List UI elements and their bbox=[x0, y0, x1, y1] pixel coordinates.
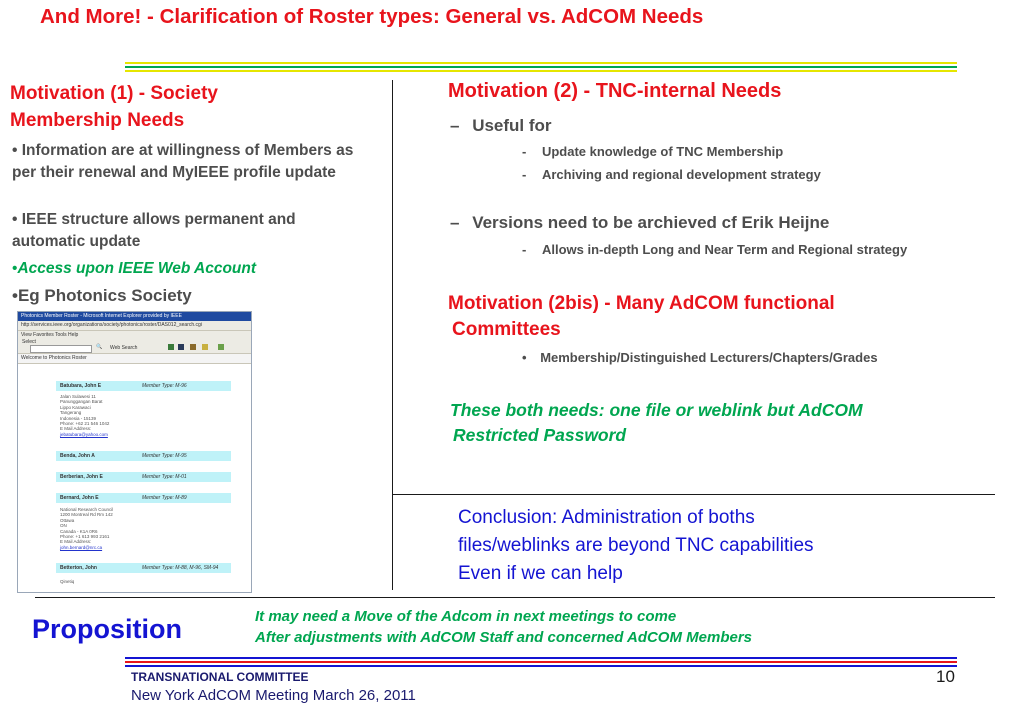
dash-item-useful: – Useful for bbox=[450, 116, 552, 135]
record-name: Betterton, John bbox=[60, 565, 97, 571]
left-bullet-4: •Eg Photonics Society bbox=[12, 286, 192, 305]
sub-item: - Archiving and regional development strategy bbox=[522, 167, 821, 182]
record-type: Member Type: M-88, M-96, SM-94 bbox=[142, 565, 219, 571]
web-account-text: Access upon IEEE Web Account bbox=[17, 260, 257, 277]
green-statement: These both needs: one file or weblink but AdCOM Restricted Password bbox=[450, 400, 863, 445]
record-type: Member Type: M-95 bbox=[142, 453, 187, 459]
sub-item: - Allows in-depth Long and Near Term and Regional strategy bbox=[522, 242, 908, 257]
toolbar-icon bbox=[218, 344, 224, 350]
proposition-label: Proposition bbox=[32, 614, 182, 644]
record-name: Benda, John A bbox=[60, 453, 95, 459]
record-type: Member Type: M-01 bbox=[142, 474, 187, 480]
record-name: Bernard, John E bbox=[60, 495, 99, 501]
search-icon: 🔍 bbox=[96, 344, 103, 350]
roster-record-header bbox=[56, 381, 231, 391]
record-type: Member Type: M-96 bbox=[142, 383, 187, 389]
left-heading: Motivation (1) - Society Membership Needs bbox=[10, 83, 218, 131]
record-name: Berberian, John E bbox=[60, 474, 103, 480]
browser-tab: Welcome to Photonics Roster bbox=[18, 354, 251, 364]
roster-record-header bbox=[56, 472, 231, 482]
footer-org: TRANSNATIONAL COMMITTEE bbox=[131, 670, 309, 684]
browser-toolbar bbox=[18, 339, 251, 354]
select-label: Select bbox=[22, 339, 36, 345]
conclusion-divider bbox=[392, 494, 995, 495]
column-divider bbox=[392, 80, 393, 590]
browser-title: Photonics Member Roster - Microsoft Internet Explorer provided by IEEE bbox=[18, 312, 251, 321]
left-bullet-1: • Information are at willingness of Members as per their renewal and MyIEEE profile update bbox=[12, 142, 354, 181]
record-type: Member Type: M-89 bbox=[142, 495, 187, 501]
browser-menu: View Favorites Tools Help bbox=[18, 331, 251, 339]
toolbar-icon bbox=[168, 344, 174, 350]
left-bullet-2: • IEEE structure allows permanent and automatic update bbox=[12, 211, 296, 250]
bullet-dot: • bbox=[12, 260, 18, 277]
toolbar-icon bbox=[178, 344, 184, 350]
roster-record-details: Qinetiq bbox=[60, 579, 75, 584]
web-search-button: Web Search bbox=[110, 345, 138, 351]
left-bullet-3 bbox=[12, 258, 256, 280]
record-name: Batubara, John E bbox=[60, 383, 102, 389]
page-number: 10 bbox=[936, 667, 955, 686]
browser-address: http://services.ieee.org/organizations/society/photonics/roster/DAS012_search.cgi bbox=[18, 321, 251, 331]
footer-meeting: New York AdCOM Meeting March 26, 2011 bbox=[131, 687, 416, 704]
conclusion-text: Conclusion: Administration of boths files/weblinks are beyond TNC capabilities Even if we can help bbox=[458, 507, 814, 584]
browser-search-box bbox=[30, 345, 92, 353]
proposition-divider bbox=[35, 597, 995, 598]
toolbar-icon bbox=[190, 344, 196, 350]
right-heading-2: Motivation (2bis) - Many AdCOM functional Committees bbox=[448, 293, 835, 340]
roster-record-header bbox=[56, 563, 231, 573]
record-email-link[interactable]: john.bernard@nrc.ca bbox=[60, 544, 103, 550]
roster-record-details: Jalan Sulawesi 11 Panunggangan Barat Lippo Karawaci Tangerang Indonesia - 15139 Phone: +62 21 546 1042 E Mail Address: jebatubara@yahoo.com bbox=[60, 394, 110, 437]
record-email-link[interactable]: jebatubara@yahoo.com bbox=[60, 431, 108, 437]
right-heading-1: Motivation (2) - TNC-internal Needs bbox=[448, 80, 782, 102]
slide-title: And More! - Clarification of Roster types: General vs. AdCOM Needs bbox=[40, 5, 704, 28]
roster-browser-screenshot bbox=[17, 311, 252, 593]
sub-item: - Update knowledge of TNC Membership bbox=[522, 144, 784, 159]
toolbar-icon bbox=[202, 344, 208, 350]
proposition-text: It may need a Move of the Adcom in next meetings to come After adjustments with AdCOM Staff and concerned AdCOM Members bbox=[255, 608, 752, 646]
roster-record-header bbox=[56, 451, 231, 461]
roster-record-header bbox=[56, 493, 231, 503]
dash-item-versions: – Versions need to be archieved cf Erik Heijne bbox=[450, 213, 830, 232]
sub-item: • Membership/Distinguished Lecturers/Chapters/Grades bbox=[522, 350, 878, 365]
roster-record-details: National Research Council 1200 Montreal Rd Rm 142 Ottawa ON Canada - K1A 0R6 Phone: +1 613 993 2161 E Mail Address: john.bernard@nrc.ca bbox=[60, 507, 114, 550]
